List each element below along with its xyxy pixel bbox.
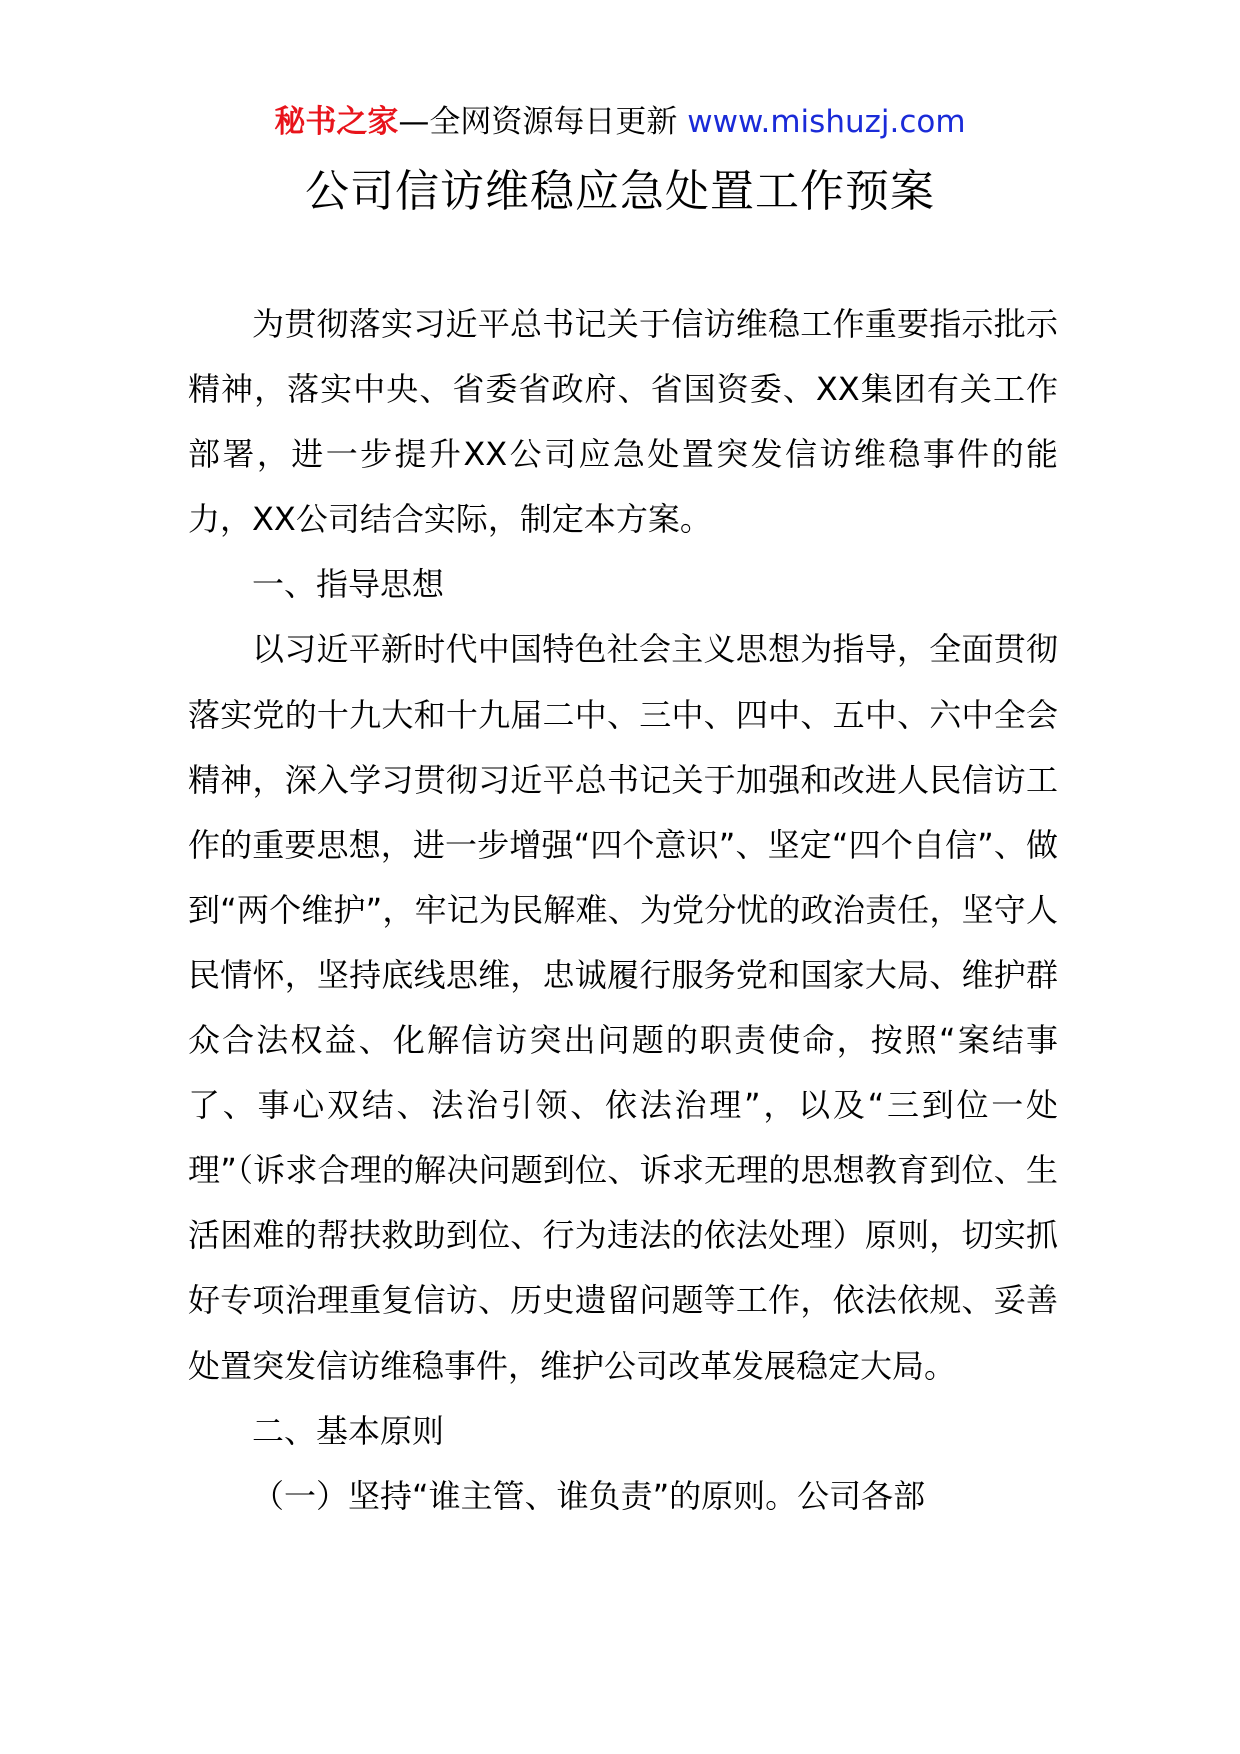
document-body [188, 292, 1058, 1529]
principle-item-1: （一）坚持“谁主管、谁负责”的原则。公司各部 [252, 1476, 926, 1515]
watermark-header [0, 102, 1240, 142]
site-url[interactable]: www.mishuzj.com [687, 104, 966, 140]
document-title: 公司信访维稳应急处置工作预案 [305, 166, 935, 217]
brand-slogan: —全网资源每日更新 [398, 104, 688, 140]
intro-paragraph: 为贯彻落实习近平总书记关于信访维稳工作重要指示批示精神，落实中央、省委省政府、省国资委、XX集团有关工作部署，进一步提升XX公司应急处置突发信访维稳事件的能力，XX公司结合实际，制定本方案。 [188, 305, 1058, 539]
brand-name: 秘书之家 [274, 104, 399, 140]
section-heading-guiding-ideology: 一、指导思想 [252, 565, 445, 604]
guiding-ideology-paragraph: 以习近平新时代中国特色社会主义思想为指导，全面贯彻落实党的十九大和十九届二中、三中、四中、五中、六中全会精神，深入学习贯彻习近平总书记关于加强和改进人民信访工作的重要思想，进一步增强“四个意识”、坚定“四个自信”、做到“两个维护”，牢记为民解难、为党分忧的政治责任，坚守人民情怀，坚持底线思维，忠诚履行服务党和国家大局、维护群众合法权益、化解信访突出问题的职责使命，按照“案结事了、事心双结、法治引领、依法治理”，以及“三到位一处理”（诉求合理的解决问题到位、诉求无理的思想教育到位、生活困难的帮扶救助到位、行为违法的依法处理）原则，切实抓好专项治理重复信访、历史遗留问题等工作，依法依规、妥善处置突发信访维稳事件，维护公司改革发展稳定大局。 [188, 630, 1058, 1385]
section-heading-basic-principles: 二、基本原则 [252, 1411, 445, 1450]
